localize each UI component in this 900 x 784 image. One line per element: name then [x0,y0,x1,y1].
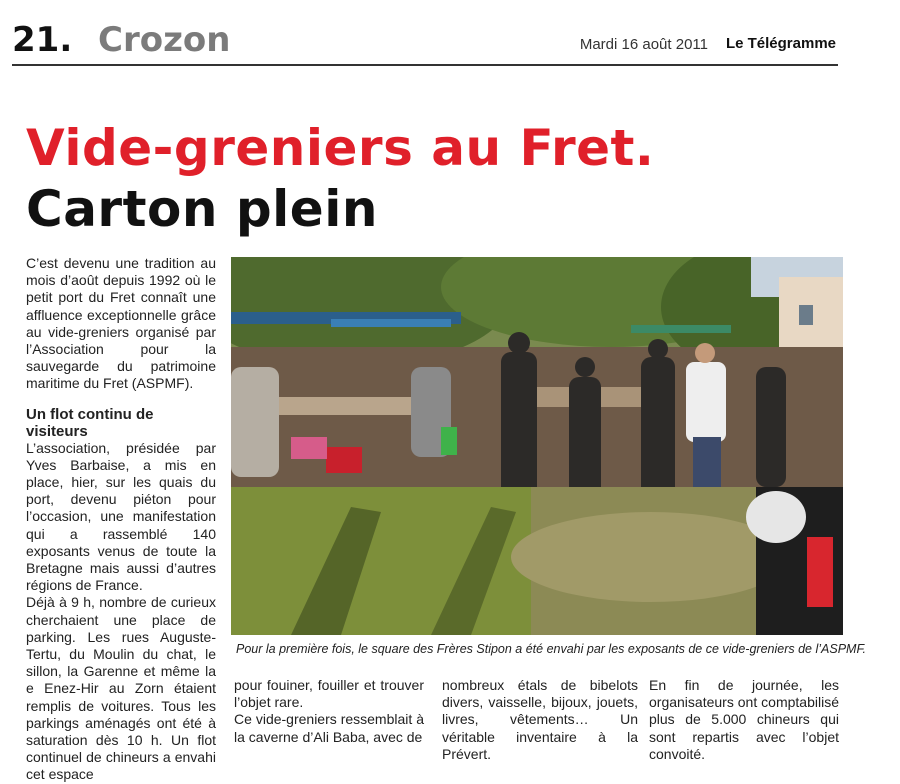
article-column-2 [234,677,424,746]
article-subheading: Un flot continu de visiteurs [26,405,154,440]
headline-main: Vide-greniers au Fret. [26,119,655,177]
section-title: Crozon [98,20,231,60]
headline-secondary: Carton plein [26,180,378,238]
article-intro: C’est devenu une tradition au mois d’août depuis 1992 où le petit port du Fret connaît une affluence exceptionnelle grâce au vide-greniers organisé par l’Association pour la sauvegarde du patrimoine maritime du Fret (ASPMF). [26,255,216,392]
article-paragraph: nombreux étals de bibelots divers, vaisselle, bijoux, jouets, livres, vêtements… Un véritable inventaire à la Prévert. [442,677,638,762]
article-paragraph: L’association, présidée par Yves Barbaise, a mis en place, hier, sur les quais du port, devenu piéton pour l’occasion, une manifestation qui a rassemblé 140 exposants venus de toute la Bretagne mais aussi d’autres régions de France. [26,439,216,594]
article-photo [231,257,843,635]
article-paragraph: Ce vide-greniers ressemblait à la caverne d’Ali Baba, avec de [234,711,424,745]
article-column-4 [649,677,839,763]
article-paragraph: pour fouiner, fouiller et trouver l’objet rare. [234,677,424,711]
article-column-1 [26,255,216,784]
flea-market-photo-illustration [231,257,843,635]
page-number: 21. [12,20,73,60]
page-header [12,18,838,66]
article-paragraph: Déjà à 9 h, nombre de curieux cherchaient une place de parking. Les rues Auguste-Tertu, du Moulin du chat, le sillon, la Garenne et même la e Enez-Hir au Zorn étaient remplis de voitures. Tous les parkings aménagés ont été à saturation dès 10 h. Un flot continuel de chineurs a envahi cet espace [26,594,216,783]
article-paragraph: En fin de journée, les organisateurs ont comptabilisé plus de 5.000 chineurs qui sont repartis avec l’objet convoité. [649,677,839,762]
photo-caption: Pour la première fois, le square des Frères Stipon a été envahi par les exposants de ce vide-greniers de l’ASPMF. [236,642,866,656]
publication-date: Mardi 16 août 2011 [579,36,708,53]
article-column-3 [442,677,638,763]
newspaper-name: Le Télégramme [725,35,836,52]
